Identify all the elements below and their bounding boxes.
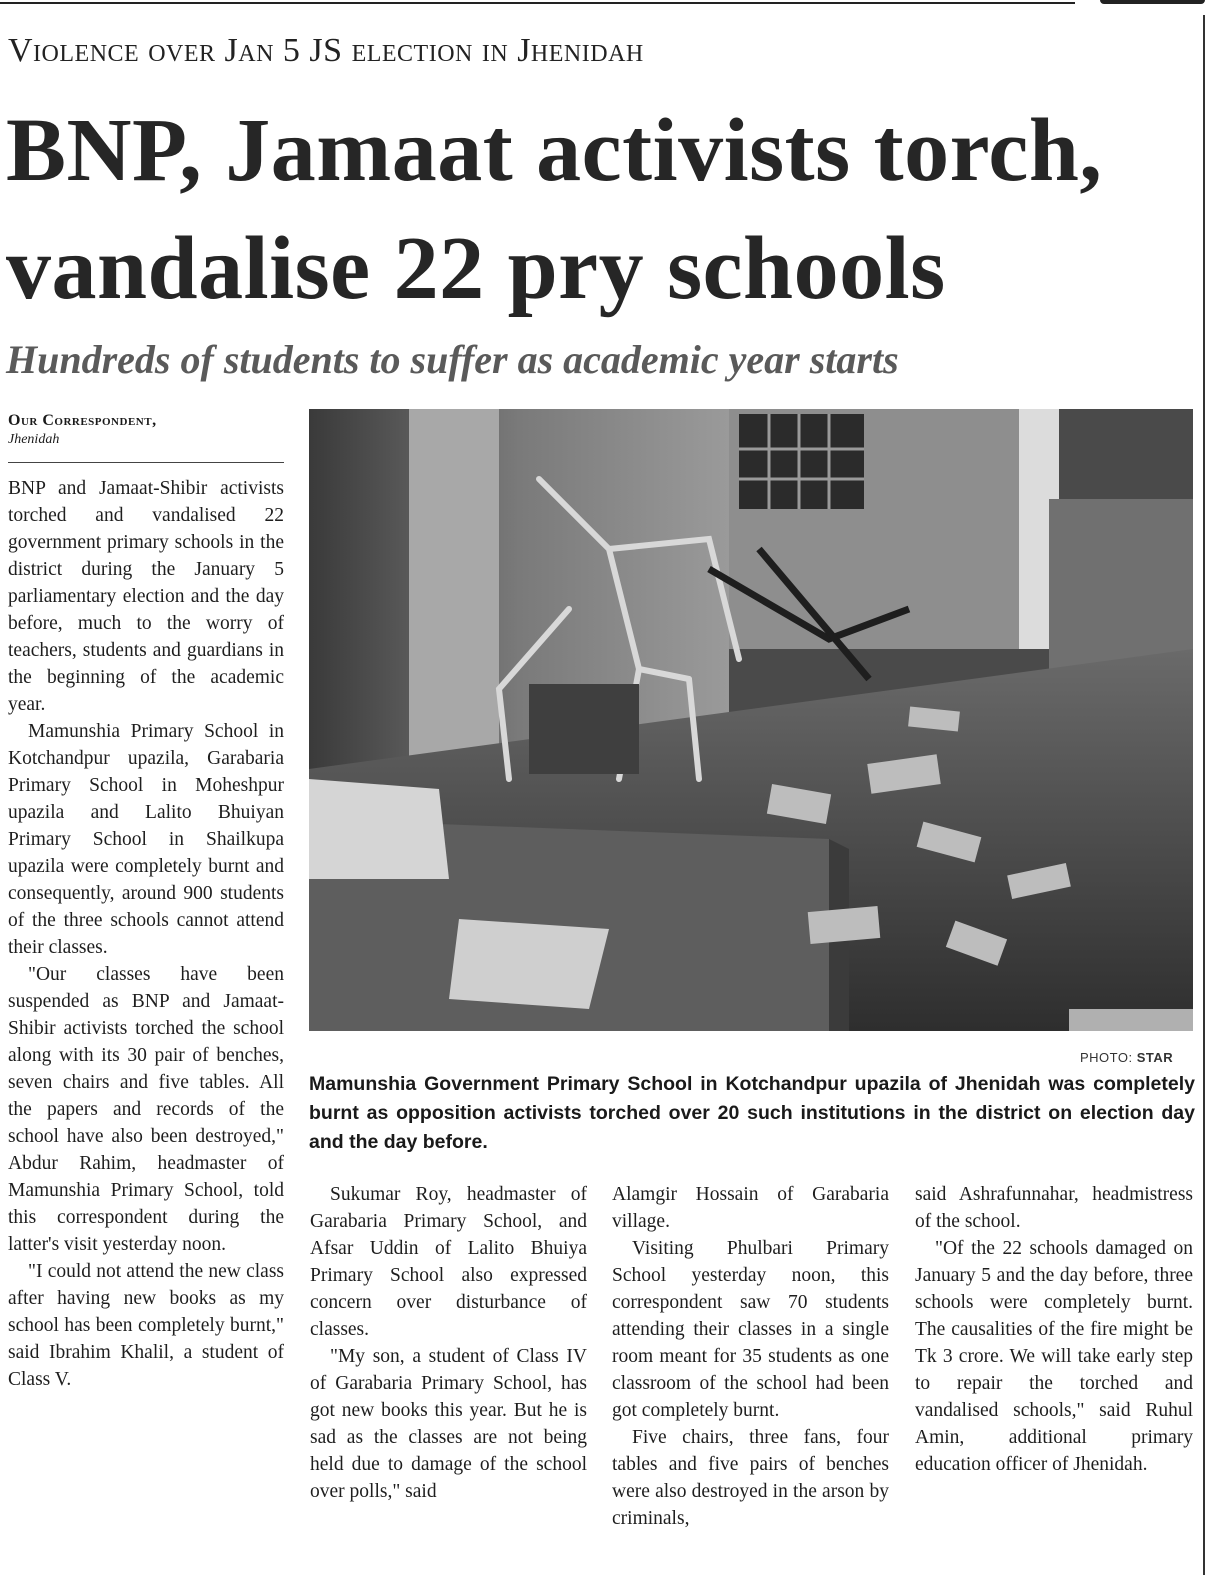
paragraph: Five chairs, three fans, four tables and five pairs of benches were also destroyed in the arson by criminals,: [612, 1427, 889, 1529]
news-photo: [309, 409, 1193, 1031]
paragraph: BNP and Jamaat-Shibir activists torched and vandalised 22 government primary schools in the district during the January 5 parliamentary election and the day before, much to the worry of teachers, students and guardians in the beginning of the academic year.: [8, 478, 284, 715]
photo-caption: Mamunshia Government Primary School in Kotchandpur upazila of Jhenidah was completely burnt as opposition activists torched over 20 such institutions in the district on election day and the day before.: [309, 1073, 1195, 1153]
article-column-2: [310, 1181, 587, 1505]
paragraph: said Ashrafunnahar, headmistress of the school.: [915, 1184, 1193, 1232]
paragraph: "I could not attend the new class after having new books as my school has been completely burnt," said Ibrahim Khalil, a student of Class V.: [8, 1261, 284, 1390]
byline-rule: [8, 462, 284, 463]
byline-place: Jhenidah: [8, 432, 60, 447]
article-column-4: [915, 1181, 1193, 1478]
byline: [8, 412, 157, 448]
column-rule: [1203, 15, 1205, 1575]
masthead-fragment: [1100, 0, 1205, 4]
photo-credit-source: STAR: [1136, 1050, 1174, 1065]
paragraph: "Of the 22 schools damaged on January 5 and the day before, three schools were completely burnt. The causalities of the fire might be Tk 3 crore. We will take early step to repair the torched and vandalised schools," said Ruhul Amin, additional primary education officer of Jhenidah.: [915, 1238, 1193, 1475]
burnt-classroom-illustration: [309, 409, 1193, 1031]
article-column-1: [8, 475, 284, 1393]
photo-credit-label: PHOTO:: [1080, 1050, 1133, 1065]
headline: BNP, Jamaat activists torch, vandalise 22 pry schools: [6, 101, 1103, 318]
paragraph: Visiting Phulbari Primary School yesterday noon, this correspondent saw 70 students attending their classes in a single room meant for 35 students as one classroom of the school had been got completely burnt.: [612, 1238, 889, 1421]
photo-credit: [1080, 1050, 1173, 1065]
paragraph: "My son, a student of Class IV of Garabaria Primary School, has got new books this year. But he is sad as the classes are not being held due to damage of the school over polls," said: [310, 1346, 587, 1502]
paragraph: Mamunshia Primary School in Kotchandpur upazila, Garabaria Primary School in Moheshpur upazila and Lalito Bhuiyan Primary School in Shailkupa upazila were completely burnt and consequently, around 900 students of the three schools cannot attend their classes.: [8, 721, 284, 958]
subhead: Hundreds of students to suffer as academic year starts: [6, 337, 899, 382]
paragraph: Sukumar Roy, headmaster of Garabaria Primary School, and Afsar Uddin of Lalito Bhuiya Primary School also expressed concern over disturbance of classes.: [310, 1184, 587, 1340]
paragraph: Alamgir Hossain of Garabaria village.: [612, 1184, 889, 1232]
byline-name: Our Correspondent,: [8, 412, 157, 429]
kicker: Violence over Jan 5 JS election in Jhenidah: [8, 32, 644, 69]
article-column-3: [612, 1181, 889, 1532]
top-rule: [0, 2, 1075, 4]
paragraph: "Our classes have been suspended as BNP and Jamaat-Shibir activists torched the school along with its 30 pair of benches, seven chairs and five tables. All the papers and records of the school have also been destroyed," Abdur Rahim, headmaster of Mamunshia Primary School, told this correspondent during the latter's visit yesterday noon.: [8, 964, 284, 1255]
